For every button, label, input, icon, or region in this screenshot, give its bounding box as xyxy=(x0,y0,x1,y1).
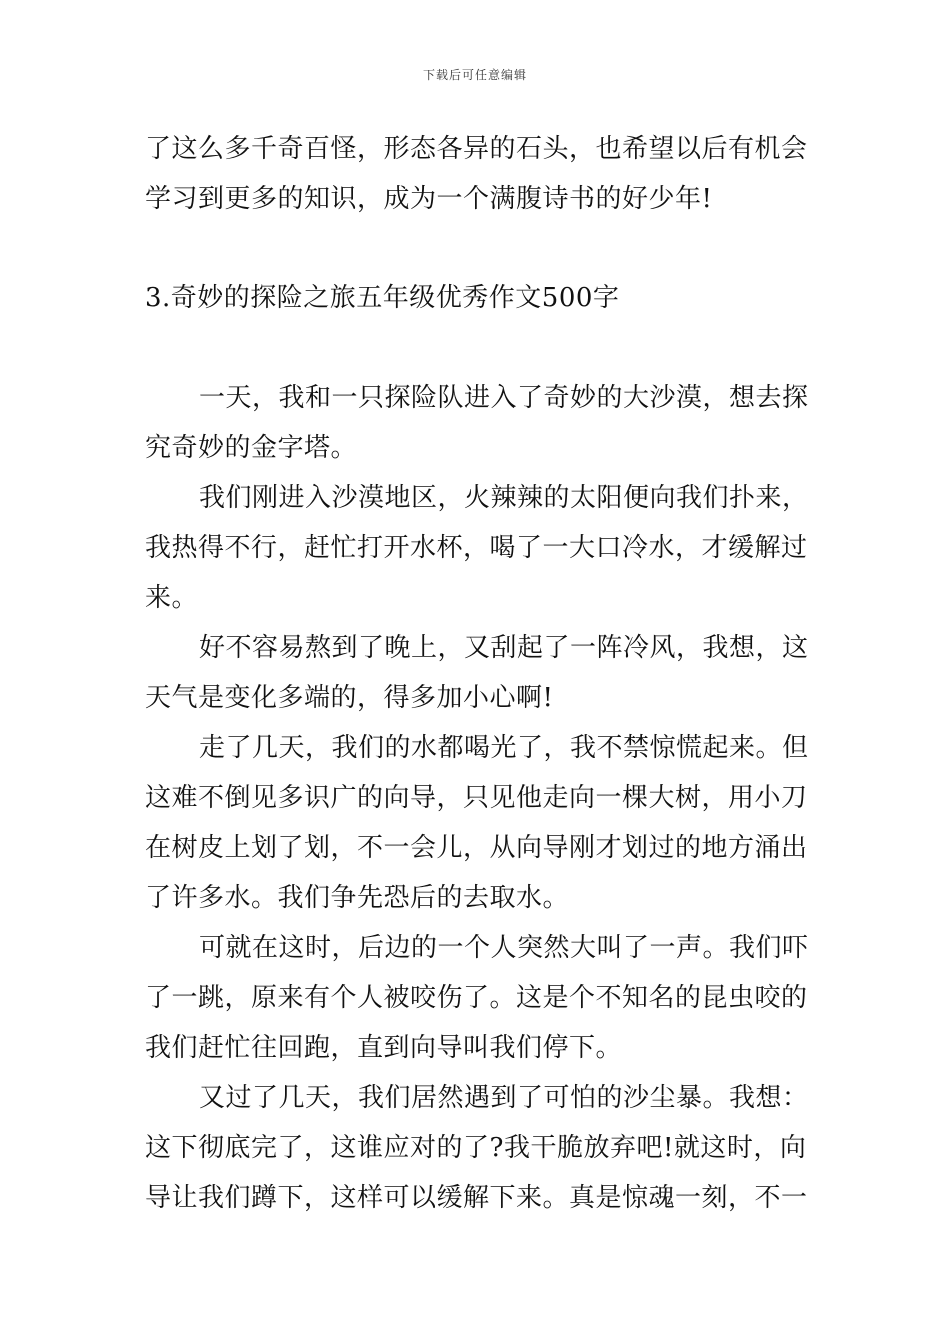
text-line: 来。 xyxy=(145,583,199,613)
essay-body xyxy=(145,373,810,1223)
section-title xyxy=(145,273,810,323)
text-line: 走了几天，我们的水都喝光了，我不禁惊慌起来。但 xyxy=(199,733,809,763)
text-line: 导让我们蹲下，这样可以缓解下来。真是惊魂一刻，不一 xyxy=(145,1183,808,1213)
text-line: 究奇妙的金字塔。 xyxy=(145,433,358,463)
text-line: 在树皮上划了划，不一会儿，从向导刚才划过的地方涌出 xyxy=(145,833,808,863)
text-line: 了许多水。我们争先恐后的去取水。 xyxy=(145,883,570,913)
text-line: 这下彻底完了，这谁应对的了?我干脆放弃吧!就这时，向 xyxy=(145,1133,807,1163)
continued-paragraph xyxy=(145,124,810,224)
text-line: 可就在这时，后边的一个人突然大叫了一声。我们吓 xyxy=(199,933,809,963)
text-line: 好不容易熬到了晚上，又刮起了一阵冷风，我想，这 xyxy=(199,633,809,663)
page-header-note: 下载后可任意编辑 xyxy=(422,68,527,82)
text-line: 又过了几天，我们居然遇到了可怕的沙尘暴。我想： xyxy=(199,1083,809,1113)
text-line: 我热得不行，赶忙打开水杯，喝了一大口冷水，才缓解过 xyxy=(145,533,808,563)
text-line: 我们刚进入沙漠地区，火辣辣的太阳便向我们扑来， xyxy=(199,483,809,513)
text-line: 学习到更多的知识，成为一个满腹诗书的好少年! xyxy=(145,184,713,214)
text-line: 这难不倒见多识广的向导，只见他走向一棵大树，用小刀 xyxy=(145,783,808,813)
section-title-text: 3.奇妙的探险之旅五年级优秀作文500字 xyxy=(145,283,620,313)
text-line: 一天，我和一只探险队进入了奇妙的大沙漠，想去探 xyxy=(199,383,809,413)
text-line: 了一跳，原来有个人被咬伤了。这是个不知名的昆虫咬的 xyxy=(145,983,808,1013)
text-line: 我们赶忙往回跑，直到向导叫我们停下。 xyxy=(145,1033,623,1063)
text-line: 了这么多千奇百怪，形态各异的石头，也希望以后有机会 xyxy=(145,134,808,164)
text-line: 天气是变化多端的，得多加小心啊! xyxy=(145,683,554,713)
